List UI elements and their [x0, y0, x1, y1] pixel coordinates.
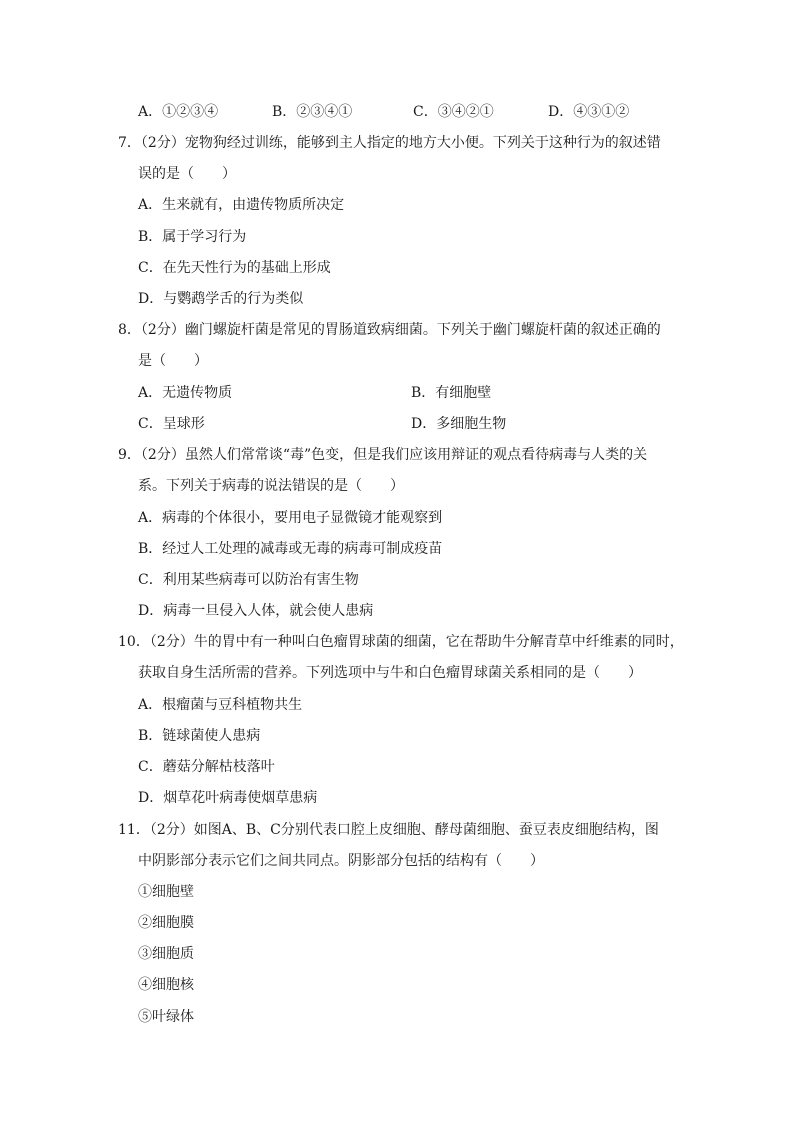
q7-stem-line1: 7．（2分）宠物狗经过训练，能够到主人指定的地方大小便。下列关于这种行为的叙述错	[118, 135, 661, 151]
q10-option-d: D．烟草花叶病毒使烟草患病	[138, 790, 318, 806]
q10-option-c: C．蘑菇分解枯枝落叶	[138, 759, 275, 775]
q11-stem-line2: 中阴影部分表示它们之间共同点。阴影部分包括的结构有（ ）	[138, 853, 544, 869]
q8-option-a: A．无遗传物质	[138, 385, 233, 401]
q9-option-a: A．病毒的个体很小，要用电子显微镜才能观察到	[138, 510, 443, 526]
q11-item-4: ④细胞核	[138, 977, 194, 993]
q11-stem-line1: 11．（2分）如图A、B、C分别代表口腔上皮细胞、酵母菌细胞、蚕豆表皮细胞结构，图	[118, 822, 659, 838]
q11-item-1: ①细胞壁	[138, 884, 194, 900]
q7-option-c: C．在先天性行为的基础上形成	[138, 260, 331, 276]
q6-option-b: B．②③④①	[272, 104, 353, 120]
q6-option-d: D．④③①②	[548, 104, 630, 120]
q10-option-a: A．根瘤菌与豆科植物共生	[138, 697, 303, 713]
q11-item-3: ③细胞质	[138, 946, 194, 962]
q6-option-a: A．①②③④	[138, 104, 219, 120]
q11-item-2: ②细胞膜	[138, 915, 194, 931]
q10-stem-line1: 10．（2分）牛的胃中有一种叫白色瘤胃球菌的细菌，它在帮助牛分解青草中纤维素的同时，	[118, 634, 684, 650]
q8-option-b: B．有细胞壁	[411, 385, 492, 401]
q7-option-d: D．与鹦鹉学舌的行为类似	[138, 291, 304, 307]
q8-stem-line1: 8．（2分）幽门螺旋杆菌是常见的胃肠道致病细菌。下列关于幽门螺旋杆菌的叙述正确的	[118, 322, 661, 338]
q11-item-5: ⑤叶绿体	[138, 1009, 194, 1025]
q8-stem-line2: 是（ ）	[138, 353, 208, 369]
q6-option-c: C．③④②①	[413, 104, 494, 120]
q7-option-b: B．属于学习行为	[138, 229, 247, 245]
q10-stem-line2: 获取自身生活所需的营养。下列选项中与牛和白色瘤胃球菌关系相同的是（ ）	[138, 665, 642, 681]
q10-option-b: B．链球菌使人患病	[138, 728, 261, 744]
q9-stem-line2: 系。下列关于病毒的说法错误的是（ ）	[138, 478, 404, 494]
q9-option-d: D．病毒一旦侵入人体，就会使人患病	[138, 603, 374, 619]
q7-option-a: A．生来就有，由遗传物质所决定	[138, 197, 345, 213]
q9-option-b: B．经过人工处理的减毒或无毒的病毒可制成疫苗	[138, 541, 443, 557]
q8-option-c: C．呈球形	[138, 416, 205, 432]
q8-option-d: D．多细胞生物	[411, 416, 507, 432]
q9-option-c: C．利用某些病毒可以防治有害生物	[138, 572, 359, 588]
q7-stem-line2: 误的是（ ）	[138, 166, 236, 182]
q9-stem-line1: 9．（2分）虽然人们常常谈“毒”色变，但是我们应该用辩证的观点看待病毒与人类的关	[118, 447, 648, 463]
